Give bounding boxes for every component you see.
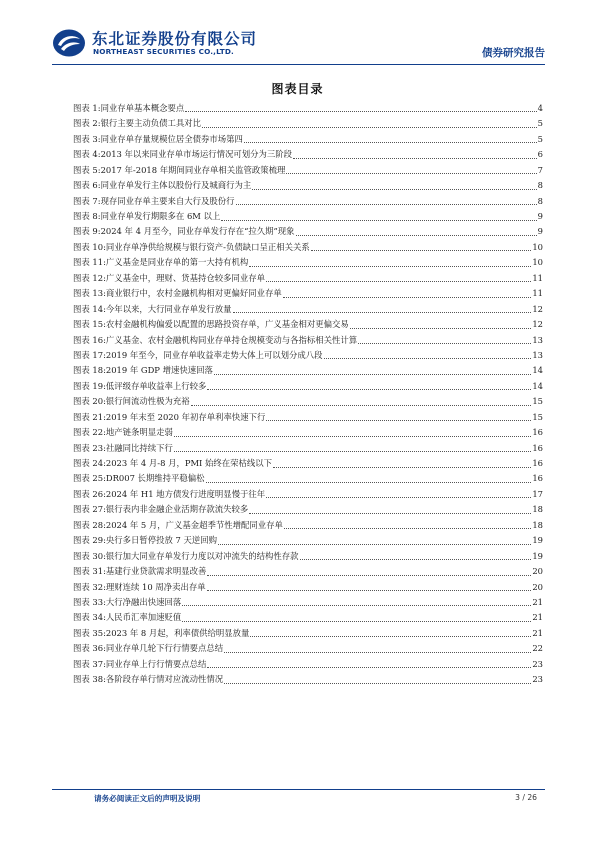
page-header xyxy=(52,26,545,62)
toc-dot-leader xyxy=(266,281,531,282)
toc-dot-leader xyxy=(236,204,537,205)
toc-dot-leader xyxy=(244,142,537,143)
toc-entry-label: 图表 38: xyxy=(73,674,106,685)
toc-dot-leader xyxy=(207,389,531,390)
toc-entry-text: 低评级存单收益率上行较多 xyxy=(105,380,207,391)
toc-entry-page: 9 xyxy=(537,226,543,237)
toc-entry-text: 理财连续 10 周净卖出存单 xyxy=(105,581,206,592)
toc-entry-page: 23 xyxy=(532,674,543,685)
toc-entry-text: DR007 长期维持平稳偏松 xyxy=(105,473,205,484)
toc-entry-text: 现存同业存单主要来自大行及股份行 xyxy=(100,195,235,206)
toc-entry-text: 2019 年 GDP 增速快速回落 xyxy=(105,365,213,376)
toc-entry-page: 15 xyxy=(532,396,543,407)
toc-entry[interactable] xyxy=(73,302,543,317)
toc-dot-leader xyxy=(358,343,531,344)
footer-divider xyxy=(52,789,545,790)
page-number: 3 / 26 xyxy=(515,793,537,802)
toc-entry-page: 10 xyxy=(532,241,543,252)
toc-entry-page: 8 xyxy=(537,195,543,206)
header-divider xyxy=(52,64,545,65)
toc-dot-leader xyxy=(182,605,531,606)
toc-entry-text: 2024 年 H1 地方债发行进度明显慢于往年 xyxy=(105,488,266,499)
toc-entry-page: 5 xyxy=(537,133,543,144)
toc-dot-leader xyxy=(252,189,536,190)
toc-entry-label: 图表 31: xyxy=(73,566,106,577)
toc-dot-leader xyxy=(249,266,531,267)
toc-entry[interactable] xyxy=(73,363,543,378)
toc-entry[interactable] xyxy=(73,502,543,517)
toc-entry[interactable] xyxy=(73,487,543,502)
toc-entry-label: 图表 6: xyxy=(73,180,101,191)
toc-entry-label: 图表 4: xyxy=(73,149,101,160)
toc-entry-page: 12 xyxy=(532,303,543,314)
toc-entry-label: 图表 30: xyxy=(73,550,106,561)
toc-entry-label: 图表 1: xyxy=(73,102,101,113)
toc-entry-label: 图表 9: xyxy=(73,226,101,237)
toc-entry[interactable] xyxy=(73,163,543,178)
toc-entry-text: 2024 年 4 月至今，同业存单发行存在“拉久期”现象 xyxy=(100,226,295,237)
toc-dot-leader xyxy=(214,374,531,375)
toc-entry-label: 图表 36: xyxy=(73,643,106,654)
toc-dot-leader xyxy=(224,683,531,684)
toc-entry-label: 图表 8: xyxy=(73,211,101,222)
company-name-en: NORTHEAST SECURITIES CO.,LTD. xyxy=(93,47,234,56)
toc-entry-text: 同业存单上行行情要点总结 xyxy=(105,658,207,669)
toc-entry-text: 地产链条明显走弱 xyxy=(105,427,173,438)
toc-entry[interactable] xyxy=(73,533,543,548)
toc-dot-leader xyxy=(185,111,536,112)
toc-dot-leader xyxy=(207,575,531,576)
toc-entry-label: 图表 15: xyxy=(73,319,106,330)
company-name-cn: 东北证券股份有限公司 xyxy=(92,30,258,48)
toc-entry-text: 各阶段存单行情对应流动性情况 xyxy=(105,674,224,685)
toc-entry-text: 银行主要主动负债工具对比 xyxy=(100,118,202,129)
toc-entry-label: 图表 34: xyxy=(73,612,106,623)
toc-entry[interactable] xyxy=(73,549,543,564)
toc-entry-page: 13 xyxy=(532,334,543,345)
toc-entry[interactable] xyxy=(73,641,543,656)
toc-entry-label: 图表 17: xyxy=(73,349,106,360)
toc-entry-label: 图表 10: xyxy=(73,241,106,252)
toc-entry[interactable] xyxy=(73,564,543,579)
toc-entry-text: 2024 年 5 月，广义基金超季节性增配同业存单 xyxy=(105,519,283,530)
toc-entry-page: 4 xyxy=(537,102,543,113)
toc-entry-label: 图表 16: xyxy=(73,334,106,345)
toc-dot-leader xyxy=(273,467,531,468)
toc-entry-label: 图表 25: xyxy=(73,473,106,484)
toc-entry[interactable] xyxy=(73,394,543,409)
toc-dot-leader xyxy=(350,328,532,329)
toc-dot-leader xyxy=(207,667,531,668)
toc-entry[interactable] xyxy=(73,333,543,348)
toc-dot-leader xyxy=(284,528,531,529)
toc-entry-text: 人民币汇率加速贬值 xyxy=(105,612,182,623)
toc-dot-leader xyxy=(266,420,531,421)
toc-entry[interactable] xyxy=(73,255,543,270)
toc-entry-text: 2019 年末至 2020 年初存单利率快速下行 xyxy=(105,411,266,422)
toc-entry[interactable] xyxy=(73,441,543,456)
toc-entry-text: 2017 年-2018 年期间同业存单相关监管政策梳理 xyxy=(100,164,286,175)
toc-entry-label: 图表 7: xyxy=(73,195,101,206)
toc-dot-leader xyxy=(191,405,532,406)
toc-title: 图表目录 xyxy=(271,82,324,96)
toc-entry-text: 同业存单存量规模位居全债券市场第四 xyxy=(100,133,243,144)
toc-entry[interactable] xyxy=(73,410,543,425)
toc-entry-page: 14 xyxy=(532,365,543,376)
toc-dot-leader xyxy=(207,590,532,591)
toc-entry[interactable] xyxy=(73,286,543,301)
toc-entry[interactable] xyxy=(73,657,543,672)
toc-entry[interactable] xyxy=(73,225,543,240)
toc-dot-leader xyxy=(202,127,537,128)
toc-entry-label: 图表 28: xyxy=(73,519,106,530)
toc-dot-leader xyxy=(296,235,537,236)
northeast-securities-logo-icon xyxy=(52,28,86,58)
toc-entry-text: 社融同比持续下行 xyxy=(105,442,173,453)
toc-entry-label: 图表 14: xyxy=(73,303,106,314)
toc-dot-leader xyxy=(293,158,537,159)
toc-entry-label: 图表 33: xyxy=(73,596,106,607)
toc-entry-page: 18 xyxy=(532,504,543,515)
toc-entry-label: 图表 22: xyxy=(73,427,106,438)
toc-entry-label: 图表 24: xyxy=(73,458,106,469)
toc-entry-label: 图表 5: xyxy=(73,164,101,175)
toc-entry-page: 16 xyxy=(532,442,543,453)
toc-entry-page: 19 xyxy=(532,535,543,546)
toc-entry-label: 图表 29: xyxy=(73,535,106,546)
toc-entry-page: 11 xyxy=(532,272,543,283)
toc-entry[interactable] xyxy=(73,626,543,641)
toc-entry-label: 图表 13: xyxy=(73,288,106,299)
toc-entry-page: 23 xyxy=(532,658,543,669)
toc-entry-label: 图表 11: xyxy=(73,257,106,268)
toc-entry-label: 图表 26: xyxy=(73,488,106,499)
toc-entry-page: 8 xyxy=(537,180,543,191)
toc-entry[interactable] xyxy=(73,194,543,209)
toc-dot-leader xyxy=(250,636,531,637)
toc-entry[interactable] xyxy=(73,147,543,162)
toc-entry[interactable] xyxy=(73,132,543,147)
toc-entry-page: 21 xyxy=(532,596,543,607)
toc-entry-page: 22 xyxy=(532,643,543,654)
toc-entry-page: 16 xyxy=(532,427,543,438)
toc-entry-label: 图表 32: xyxy=(73,581,106,592)
toc-entry-page: 13 xyxy=(532,349,543,360)
toc-entry-text: 广义基金是同业存单的第一大持有机构 xyxy=(105,257,249,268)
toc-entry[interactable] xyxy=(73,595,543,610)
toc-entry-text: 央行多日暂停投放 7 天逆回购 xyxy=(105,535,218,546)
toc-dot-leader xyxy=(300,559,532,560)
toc-entry-label: 图表 27: xyxy=(73,504,106,515)
toc-dot-leader xyxy=(174,436,531,437)
toc-entry-text: 银行加大同业存单发行力度以对冲流失的结构性存款 xyxy=(105,550,299,561)
toc-entry-text: 2013 年以来同业存单市场运行情况可划分为三阶段 xyxy=(100,149,293,160)
toc-entry-page: 9 xyxy=(537,211,543,222)
toc-entry-page: 12 xyxy=(532,319,543,330)
toc-entry[interactable] xyxy=(73,116,543,131)
toc-entry[interactable] xyxy=(73,101,543,116)
toc-entry-page: 16 xyxy=(532,473,543,484)
toc-entry-page: 6 xyxy=(537,149,543,160)
toc-entry-page: 11 xyxy=(532,288,543,299)
toc-entry-label: 图表 21: xyxy=(73,411,106,422)
toc-entry-label: 图表 35: xyxy=(73,627,106,638)
toc-entry[interactable] xyxy=(73,472,543,487)
toc-entry-label: 图表 20: xyxy=(73,396,106,407)
toc-entry-label: 图表 19: xyxy=(73,380,106,391)
toc-dot-leader xyxy=(286,173,536,174)
toc-entry-text: 2019 年至今，同业存单收益率走势大体上可以划分成八段 xyxy=(105,349,323,360)
toc-entry[interactable] xyxy=(73,456,543,471)
toc-entry-page: 5 xyxy=(537,118,543,129)
toc-entry-page: 18 xyxy=(532,519,543,530)
toc-entry-page: 20 xyxy=(532,566,543,577)
toc-entry[interactable] xyxy=(73,240,543,255)
toc-entry-text: 大行净融出快速回落 xyxy=(105,596,182,607)
toc-dot-leader xyxy=(182,621,531,622)
toc-entry[interactable] xyxy=(73,271,543,286)
toc-entry-text: 广义基金、农村金融机构同业存单持仓规模变动与各指标相关性计算 xyxy=(105,334,358,345)
toc-entry[interactable] xyxy=(73,348,543,363)
toc-entry-label: 图表 37: xyxy=(73,658,106,669)
toc-entry[interactable] xyxy=(73,317,543,332)
toc-dot-leader xyxy=(224,652,531,653)
toc-entry[interactable] xyxy=(73,518,543,533)
toc-entry-text: 银行表内非金融企业活期存款流失较多 xyxy=(105,504,249,515)
toc-entry-text: 2023 年 8 月起，利率债供给明显放量 xyxy=(105,627,250,638)
table-of-figures xyxy=(73,101,543,688)
toc-dot-leader xyxy=(233,312,532,313)
toc-entry-page: 14 xyxy=(532,380,543,391)
toc-entry[interactable] xyxy=(73,178,543,193)
toc-entry-label: 图表 23: xyxy=(73,442,106,453)
toc-entry-text: 农村金融机构偏爱以配置的思路投资存单，广义基金相对更偏交易 xyxy=(105,319,349,330)
toc-entry-page: 17 xyxy=(532,488,543,499)
toc-entry[interactable] xyxy=(73,379,543,394)
toc-dot-leader xyxy=(311,250,532,251)
toc-entry-page: 20 xyxy=(532,581,543,592)
toc-entry-page: 7 xyxy=(537,164,543,175)
toc-entry-text: 基建行业贷款需求明显改善 xyxy=(105,566,207,577)
toc-entry-text: 同业存单几轮下行行情要点总结 xyxy=(105,643,224,654)
footer-disclaimer: 请务必阅读正文后的声明及说明 xyxy=(94,794,201,803)
toc-entry-text: 同业存单净供给规模与银行资产-负债缺口呈正相关关系 xyxy=(105,241,310,252)
toc-entry-text: 商业银行中，农村金融机构相对更偏好同业存单 xyxy=(105,288,282,299)
toc-entry-page: 15 xyxy=(532,411,543,422)
toc-entry-text: 今年以来，大行同业存单发行放量 xyxy=(105,303,232,314)
toc-entry-page: 21 xyxy=(532,627,543,638)
toc-entry-text: 同业存单发行主体以股份行及城商行为主 xyxy=(100,180,252,191)
toc-entry[interactable] xyxy=(73,209,543,224)
toc-entry-page: 21 xyxy=(532,612,543,623)
toc-entry[interactable] xyxy=(73,672,543,687)
toc-entry-label: 图表 3: xyxy=(73,133,101,144)
toc-dot-leader xyxy=(283,297,532,298)
toc-entry-text: 同业存单发行期限多在 6M 以上 xyxy=(100,211,221,222)
toc-entry-page: 10 xyxy=(532,257,543,268)
toc-dot-leader xyxy=(324,358,532,359)
toc-dot-leader xyxy=(218,544,531,545)
toc-entry[interactable] xyxy=(73,580,543,595)
report-type-label: 债券研究报告 xyxy=(482,47,545,59)
toc-dot-leader xyxy=(266,497,531,498)
toc-dot-leader xyxy=(249,513,531,514)
toc-entry-label: 图表 12: xyxy=(73,272,106,283)
toc-entry-text: 同业存单基本概念要点 xyxy=(100,102,185,113)
toc-entry-page: 19 xyxy=(532,550,543,561)
toc-entry-page: 16 xyxy=(532,458,543,469)
toc-entry-text: 银行间流动性极为充裕 xyxy=(105,396,190,407)
toc-entry-label: 图表 18: xyxy=(73,365,106,376)
toc-entry-label: 图表 2: xyxy=(73,118,101,129)
toc-entry[interactable] xyxy=(73,425,543,440)
toc-dot-leader xyxy=(206,482,532,483)
toc-dot-leader xyxy=(221,220,536,221)
toc-entry[interactable] xyxy=(73,610,543,625)
toc-entry-text: 2023 年 4 月-8 月，PMI 始终在荣枯线以下 xyxy=(105,458,273,469)
toc-entry-text: 广义基金中，理财、货基持仓较多同业存单 xyxy=(105,272,266,283)
toc-dot-leader xyxy=(174,451,531,452)
